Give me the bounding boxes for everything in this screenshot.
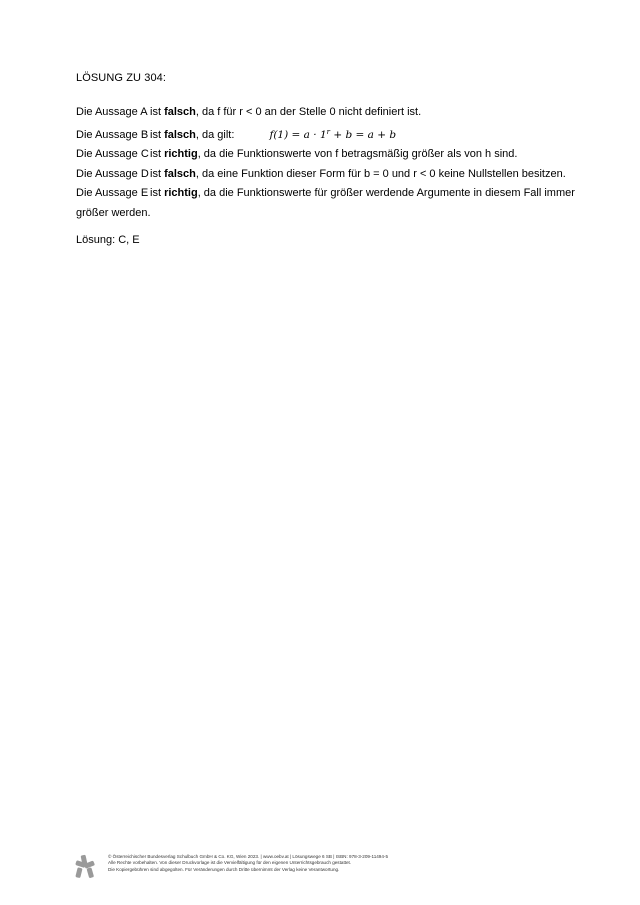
statement-label: Die Aussage C	[76, 148, 149, 160]
statement-reason: , da gilt:	[195, 128, 235, 141]
statement-label: Die Aussage E	[76, 187, 149, 199]
footer-text	[108, 854, 388, 873]
statement-e	[76, 184, 576, 223]
statement-c	[76, 145, 576, 165]
statement-label: Die Aussage A	[76, 106, 148, 118]
statement-verdict: richtig	[164, 187, 198, 199]
statement-d	[76, 165, 576, 185]
statement-label: Die Aussage B	[76, 128, 149, 141]
formula	[269, 123, 396, 146]
statement-verdict: richtig	[164, 148, 198, 160]
statement-pre: ist	[150, 187, 165, 199]
statement-list	[76, 103, 576, 223]
formula-exponent: r	[326, 127, 330, 136]
statement-label: Die Aussage D	[76, 167, 149, 180]
statement-a	[76, 103, 576, 123]
statement-reason: , da eine Funktion dieser Form für b = 0 und r < 0 keine Nullstellen besitzen.	[195, 167, 566, 180]
solution-answer: Lösung: C, E	[76, 234, 140, 246]
statement-reason: , da die Funktionswerte von f betragsmäßig größer als von h sind.	[197, 148, 518, 160]
statement-b	[76, 123, 576, 146]
formula-left: f(1) = a · 1	[269, 128, 327, 141]
statement-verdict: falsch	[164, 128, 196, 141]
statement-pre: ist	[150, 148, 165, 160]
formula-right: + b = a + b	[330, 128, 397, 141]
statement-reason: , da die Funktionswerte für größer werdende Argumente in diesem Fall immer größer werden.	[76, 187, 575, 219]
footer-disclaimer: Die Kopiergebühren sind abgegolten. Für Veränderungen durch Dritte übernimmt der Verlag keine Verantwortung.	[108, 866, 340, 872]
statement-verdict: falsch	[164, 106, 196, 118]
statement-pre: ist	[150, 106, 165, 118]
publisher-logo-icon	[74, 854, 96, 880]
statement-verdict: falsch	[164, 167, 196, 180]
footer	[74, 852, 574, 882]
solution-heading: LÖSUNG ZU 304:	[76, 72, 167, 84]
statement-reason: , da f für r < 0 an der Stelle 0 nicht definiert ist.	[195, 106, 422, 118]
statement-pre: ist	[150, 167, 165, 180]
footer-rights: Alle Rechte vorbehalten. Von dieser Druckvorlage ist die Vervielfältigung für den eigenen Unterrichtsgebrauch gestattet.	[108, 860, 352, 866]
footer-copyright: © Österreichischer Bundesverlag Schulbuch GmbH & Co. KG, Wien 2023. | www.oebv.at | Lösungswege 6 SB | ISBN: 978-3-209-11494-5	[108, 854, 389, 859]
statement-pre: ist	[150, 128, 165, 141]
